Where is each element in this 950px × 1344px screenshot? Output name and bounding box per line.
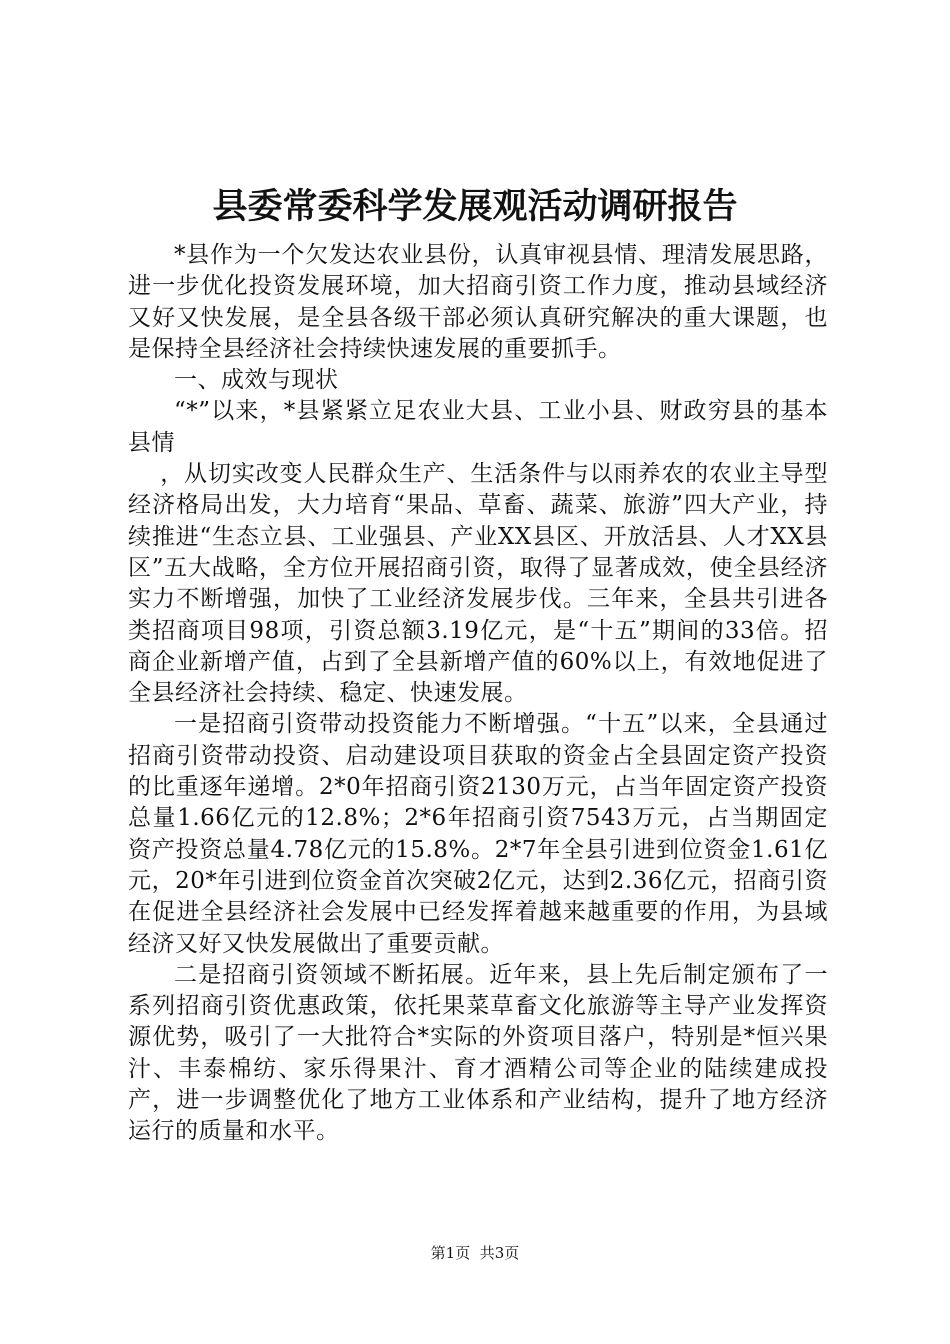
paragraph-intro: *县作为一个欠发达农业县份，认真审视县情、理清发展思路，进一步优化投资发展环境，加大招商引资工作力度，推动县域经济又好又快发展，是全县各级干部必须认真研究解决的重大课题，也是保持全县经济社会持续快速发展的重要抓手。 [128, 242, 828, 362]
page-total: 共3页 [479, 1244, 520, 1262]
document-body [128, 240, 828, 1148]
paragraph-investment-fields: 二是招商引资领域不断拓展。近年来，县上先后制定颁布了一系列招商引资优惠政策，依托果菜草畜文化旅游等主导产业发挥资源优势，吸引了一大批符合*实际的外资项目落户，特别是*恒兴果汁、丰泰棉纺、家乐得果汁、育才酒精公司等企业的陆续建成投产，进一步调整优化了地方工业体系和产业结构，提升了地方经济运行的质量和水平。 [128, 961, 828, 1145]
page-footer [0, 1243, 950, 1263]
paragraph-basic-situation: “*”以来，*县紧紧立足农业大县、工业小县、财政穷县的基本县情 [128, 398, 828, 456]
section-heading-results: 一、成效与现状 [174, 367, 339, 394]
paragraph-achievements: ，从切实改变人民群众生产、生活条件与以雨养农的农业主导型经济格局出发，大力培育“果品、草畜、蔬菜、旅游”四大产业，持续推进“生态立县、工业强县、产业XX县区、开放活县、人才XX县区”五大战略，全方位开展招商引资，取得了显著成效，使全县经济实力不断增强，加快了工业经济发展步伐。三年来，全县共引进各类招商项目98项，引资总额3.19亿元，是“十五”期间的33倍。招商企业新增产值，占到了全县新增产值的60%以上，有效地促进了全县经济社会持续、稳定、快速发展。 [128, 461, 828, 707]
paragraph-investment-capacity: 一是招商引资带动投资能力不断增强。“十五”以来，全县通过招商引资带动投资、启动建设项目获取的资金占全县固定资产投资的比重逐年递增。2*0年招商引资2130万元，占当年固定资产投资总量1.66亿元的12.8%；2*6年招商引资7543万元，占当期固定资产投资总量4.78亿元的15.8%。2*7年全县引进到位资金1.61亿元，20*年引进到位资金首次突破2亿元，达到2.36亿元，招商引资在促进全县经济社会发展中已经发挥着越来越重要的作用，为县域经济又好又快发展做出了重要贡献。 [128, 711, 828, 957]
page-number: 第1页 [430, 1244, 471, 1262]
document-title: 县委常委科学发展观活动调研报告 [212, 187, 738, 227]
